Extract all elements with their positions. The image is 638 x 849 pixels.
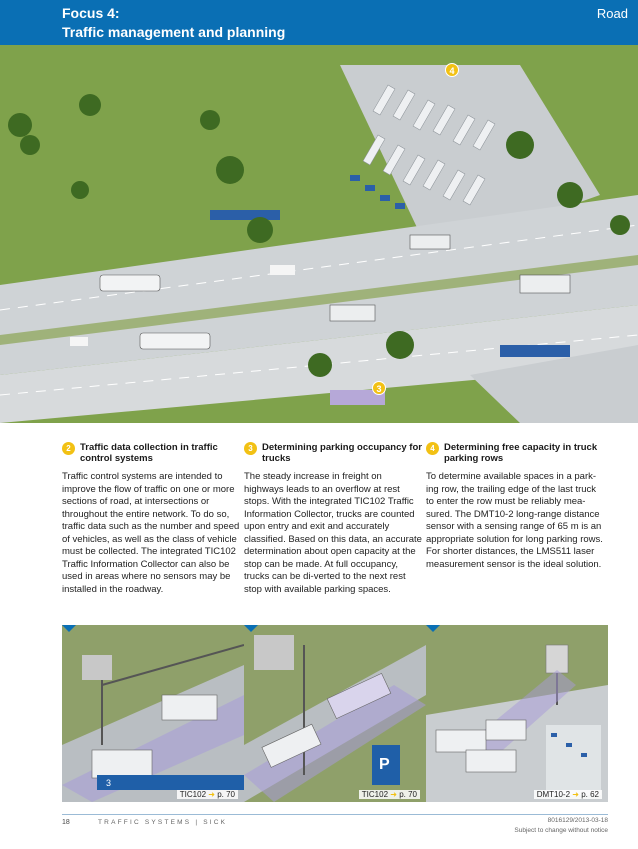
- document-note: Subject to change without notice: [514, 827, 608, 834]
- highway-rest-stop-illustration: [0, 45, 638, 423]
- document-id: 8016129/2013-03-18: [547, 817, 608, 824]
- heading-text: Traffic data collection in traffic control systems: [80, 442, 218, 464]
- gantry-illustration: [62, 625, 244, 802]
- arrow-icon: ➜: [572, 790, 579, 799]
- corner-marker: [244, 625, 258, 632]
- column-body: Traffic control systems are intended to improve the flow of traffic on one or more sections of road, at intersections or throughout the entire network. To do so, traffic data such as the number and speed of vehicles, as well as the class of vehicle must be collected. The integrated TIC102 Traffic Information Collector can also be used in areas where no sensors may be installed in the roadway.: [62, 471, 240, 595]
- footer-divider: [62, 814, 608, 815]
- number-badge: 4: [426, 442, 439, 455]
- heading-text: Determining parking occupancy for trucks: [262, 442, 422, 464]
- truck-parking-rows-illustration: [426, 625, 608, 802]
- column-heading: [244, 442, 424, 464]
- column-body: The steady increase in freight on highways leads to an overflow at rest stops. With the integrated TIC102 Traffic Information Collector, trucks are counted upon entry and exit and accurately classified. Based on this data, an accurate determination about open capacity at the stop can be made. At full occupancy, trucks can be di-verted to the next rest stop with available parking spaces.: [244, 471, 422, 595]
- thumbnail-traffic-data: [62, 625, 244, 802]
- heading-text: Determining free capacity in truck parking rows: [444, 442, 598, 464]
- page-title: Traffic management and planning: [62, 24, 286, 40]
- focus-label: Focus 4:: [62, 5, 120, 21]
- column-heading: [426, 442, 606, 464]
- thumbnail-free-capacity: [426, 625, 608, 802]
- parking-sign: P: [379, 756, 390, 773]
- corner-marker: [62, 625, 76, 632]
- hero-illustration: [0, 45, 638, 423]
- page-number: 18: [62, 819, 70, 826]
- marker-3: 3: [372, 381, 386, 395]
- column-body: To determine available spaces in a park-ing row, the trailing edge of the last truck to enter the row must be reliably mea-sured. The DMT10-2 long-range distance sensor with a sensing range of 65 m is an appropriate solution for long parking rows. For shorter distances, the LMS511 laser measurement sensor is the ideal solution.: [426, 471, 603, 570]
- number-badge: 2: [62, 442, 75, 455]
- number-badge: 3: [244, 442, 257, 455]
- rest-stop-entry-illustration: [244, 625, 426, 802]
- sign-number: 3: [106, 778, 112, 788]
- thumbnail-caption: DMT10-2 ➜ p. 62: [534, 790, 602, 799]
- thumbnail-parking-occupancy: [244, 625, 426, 802]
- column-heading: [62, 442, 242, 464]
- corner-marker: [426, 625, 440, 632]
- arrow-icon: ➜: [208, 790, 215, 799]
- column-free-capacity: [426, 442, 606, 571]
- marker-4: 4: [445, 63, 459, 77]
- column-parking-occupancy: [244, 442, 424, 596]
- footer-brand: TRAFFIC SYSTEMS | SICK: [98, 819, 228, 826]
- thumbnail-caption: TIC102 ➜ p. 70: [177, 790, 238, 799]
- section-label: Road: [596, 6, 628, 21]
- page-header: [0, 0, 638, 45]
- thumbnail-caption: TIC102 ➜ p. 70: [359, 790, 420, 799]
- column-traffic-data: [62, 442, 242, 596]
- arrow-icon: ➜: [390, 790, 397, 799]
